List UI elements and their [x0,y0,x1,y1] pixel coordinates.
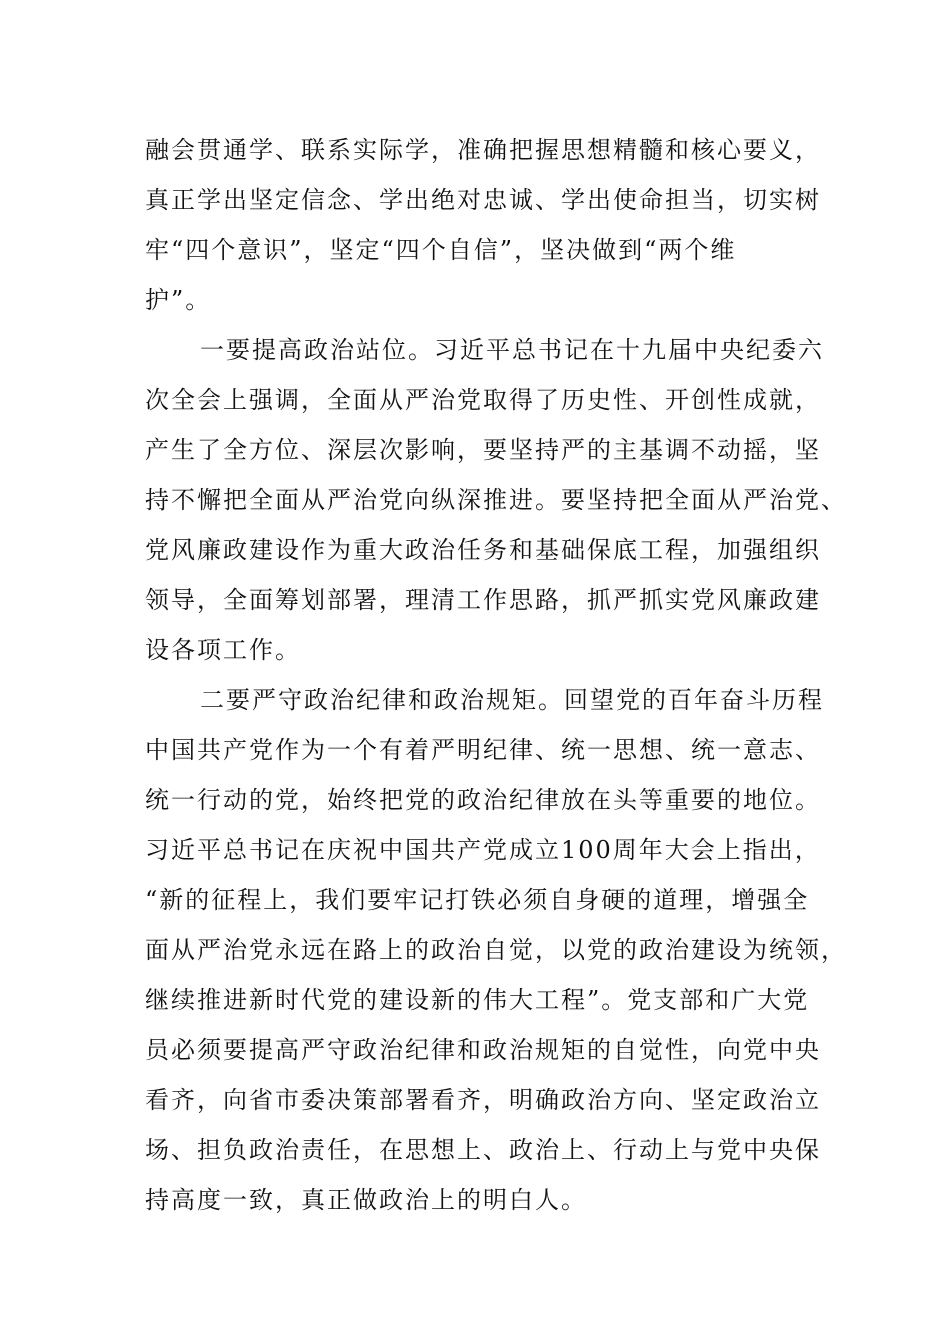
text-line: 牢“四个意识”，坚定“四个自信”，坚决做到“两个维 [145,236,737,264]
text-line: 看齐，向省市委决策部署看齐，明确政治方向、坚定政治立 [145,1086,821,1114]
text-line: 继续推进新时代党的建设新的伟大工程”。党支部和广大党 [145,986,810,1014]
text-line: 统一行动的党，始终把党的政治纪律放在头等重要的地位。 [145,786,821,814]
paragraph-start-line: 二要严守政治纪律和政治规矩。回望党的百年奋斗历程 [200,686,824,714]
text-line: 设各项工作。 [145,636,301,664]
text-line: 中国共产党作为一个有着严明纪律、统一思想、统一意志、 [145,736,821,764]
text-line: 面从严治党永远在路上的政治自觉，以党的政治建设为统领， [145,936,847,964]
text-line: 党风廉政建设作为重大政治任务和基础保底工程，加强组织 [145,536,821,564]
text-line: 次全会上强调，全面从严治党取得了历史性、开创性成就， [145,386,821,414]
text-line: 融会贯通学、联系实际学，准确把握思想精髓和核心要义， [145,136,821,164]
text-line: 员必须要提高严守政治纪律和政治规矩的自觉性，向党中央 [145,1036,821,1064]
text-line: 习近平总书记在庆祝中国共产党成立100周年大会上指出， [145,836,821,864]
text-line: 持高度一致，真正做政治上的明白人。 [145,1186,587,1214]
text-line: 场、担负政治责任，在思想上、政治上、行动上与党中央保 [145,1136,821,1164]
text-line: 领导，全面筹划部署，理清工作思路，抓严抓实党风廉政建 [145,586,821,614]
text-line: 真正学出坚定信念、学出绝对忠诚、学出使命担当，切实树 [145,186,821,214]
text-line: 护”。 [145,286,212,314]
text-line: “新的征程上，我们要牢记打铁必须自身硬的道理，增强全 [145,886,810,914]
text-line: 产生了全方位、深层次影响，要坚持严的主基调不动摇，坚 [145,436,821,464]
paragraph-start-line: 一要提高政治站位。习近平总书记在十九届中央纪委六 [200,336,824,364]
text-line: 持不懈把全面从严治党向纵深推进。要坚持把全面从严治党、 [145,486,847,514]
